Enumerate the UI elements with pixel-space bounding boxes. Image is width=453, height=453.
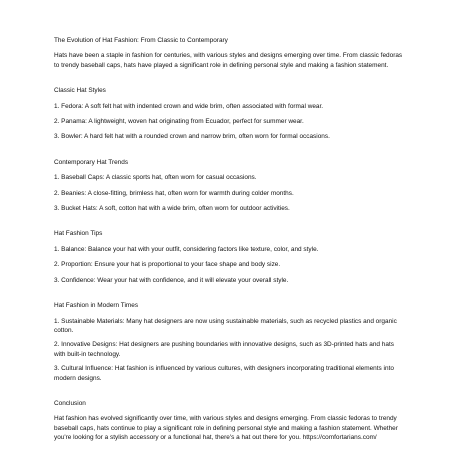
list-item: 2. Beanies: A close-fitting, brimless hat, often worn for warmth during colder months. — [54, 189, 294, 197]
document-page — [54, 36, 406, 449]
section-contemporary-hat-trends — [54, 158, 406, 214]
section-hat-fashion-modern-times — [54, 301, 406, 383]
section-heading: Hat Fashion in Modern Times — [54, 302, 139, 310]
section-heading: Conclusion — [54, 399, 86, 407]
list-item: 1. Sustainable Materials: Many hat designers are now using sustainable materials, such as recycled plastics and organic cotton. — [54, 317, 397, 334]
list-item: 2. Panama: A lightweight, woven hat originating from Ecuador, perfect for summer wear. — [54, 118, 304, 126]
list-item: 3. Cultural Influence: Hat fashion is influenced by various cultures, with designers incorporating traditional elements into modern designs. — [54, 365, 394, 382]
list-item: 3. Confidence: Wear your hat with confidence, and it will elevate your overall style. — [54, 276, 289, 284]
section-conclusion — [54, 399, 406, 443]
list-item: 1. Fedora: A soft felt hat with indented crown and wide brim, often associated with formal wear. — [54, 102, 324, 110]
list-item: 3. Bucket Hats: A soft, cotton hat with a wide brim, often worn for outdoor activities. — [54, 205, 290, 213]
section-heading: Contemporary Hat Trends — [54, 158, 129, 166]
section-classic-hat-styles — [54, 86, 406, 142]
list-item: 1. Balance: Balance your hat with your outfit, considering factors like texture, color, and style. — [54, 245, 319, 253]
intro-paragraph: Hats have been a staple in fashion for centuries, with various styles and designs emerging over time. From classic fedoras to trendy baseball caps, hats have played a significant role in defining personal style and making a fashion statement. — [54, 52, 403, 69]
section-heading: Classic Hat Styles — [54, 87, 106, 95]
list-item: 2. Innovative Designs: Hat designers are pushing boundaries with innovative designs, such as 3D-printed hats and hats with built-in technology. — [54, 341, 394, 358]
conclusion-paragraph: Hat fashion has evolved significantly over time, with various styles and designs emerging. From classic fedoras to trendy baseball caps, hats continue to play a significant role in defining personal style and making a fashion statement. Whether you're looking for a stylish accessory or a functional hat, there's a hat out there for you. https://comfortarians.com/ — [54, 415, 398, 442]
document-title: The Evolution of Hat Fashion: From Classic to Contemporary — [54, 37, 228, 44]
list-item: 3. Bowler: A hard felt hat with a rounded crown and narrow brim, often worn for formal occasions. — [54, 133, 330, 141]
list-item: 1. Baseball Caps: A classic sports hat, often worn for casual occasions. — [54, 174, 257, 182]
list-item: 2. Proportion: Ensure your hat is proportional to your face shape and body size. — [54, 261, 281, 269]
section-hat-fashion-tips — [54, 229, 406, 285]
section-heading: Hat Fashion Tips — [54, 230, 103, 238]
